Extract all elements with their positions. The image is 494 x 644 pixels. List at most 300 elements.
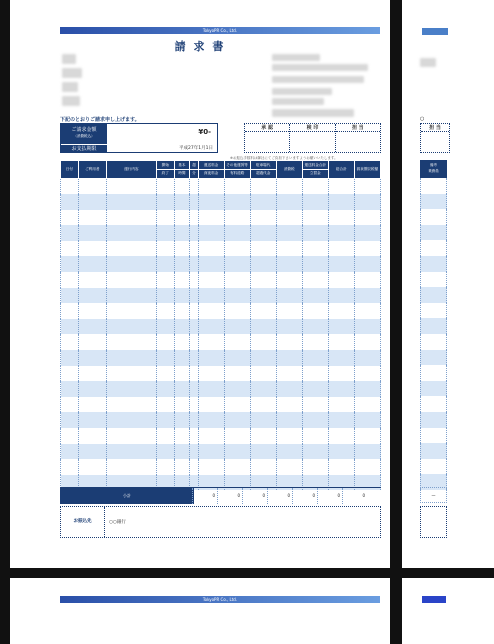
table-cell[interactable] [190, 397, 198, 413]
table-cell[interactable] [198, 225, 224, 241]
table-cell[interactable] [156, 303, 174, 319]
table-cell[interactable] [224, 381, 250, 397]
table-cell[interactable] [198, 256, 224, 272]
table-row[interactable] [420, 209, 447, 225]
table-cell[interactable] [174, 381, 190, 397]
table-cell[interactable] [198, 412, 224, 428]
table-cell[interactable] [61, 350, 79, 366]
table-cell[interactable] [328, 241, 354, 257]
table-cell[interactable] [328, 210, 354, 226]
table-cell[interactable] [156, 241, 174, 257]
table-cell[interactable] [156, 319, 174, 335]
table-cell[interactable] [224, 350, 250, 366]
table-row[interactable] [420, 225, 447, 241]
table-cell[interactable] [276, 397, 302, 413]
table-cell[interactable] [302, 381, 328, 397]
table-cell[interactable] [61, 444, 79, 460]
table-cell[interactable] [328, 179, 354, 195]
table-cell[interactable] [198, 350, 224, 366]
table-cell[interactable] [198, 334, 224, 350]
table-cell[interactable] [224, 241, 250, 257]
stamp-cell-staff[interactable] [336, 124, 380, 152]
table-cell[interactable] [106, 225, 156, 241]
table-cell[interactable] [354, 303, 380, 319]
table-cell[interactable] [106, 381, 156, 397]
page2-col-bottom: 乗務員 [428, 169, 439, 173]
table-cell[interactable] [328, 272, 354, 288]
table-cell[interactable] [354, 256, 380, 272]
table-cell[interactable] [276, 272, 302, 288]
table-cell[interactable] [190, 350, 198, 366]
table-cell[interactable] [174, 350, 190, 366]
table-cell[interactable] [354, 288, 380, 304]
table-cell[interactable] [276, 241, 302, 257]
table-cell[interactable] [302, 210, 328, 226]
table-cell[interactable] [198, 366, 224, 382]
table-cell[interactable] [78, 288, 106, 304]
table-cell[interactable] [198, 319, 224, 335]
table-cell[interactable] [224, 194, 250, 210]
table-cell[interactable] [354, 179, 380, 195]
table-cell[interactable] [106, 210, 156, 226]
table-cell[interactable] [190, 225, 198, 241]
table-cell[interactable] [156, 459, 174, 475]
table-cell[interactable] [61, 179, 79, 195]
table-cell[interactable] [302, 397, 328, 413]
table-cell[interactable] [250, 241, 276, 257]
table-cell[interactable] [250, 194, 276, 210]
table-cell[interactable] [106, 194, 156, 210]
table-cell[interactable] [190, 459, 198, 475]
table-cell[interactable] [190, 381, 198, 397]
table-cell[interactable] [174, 334, 190, 350]
table-row[interactable] [420, 428, 447, 444]
subtotal-row [60, 487, 381, 504]
subtotal-value: 0 [192, 488, 217, 504]
column-header-bottom: 分 [192, 171, 196, 175]
table-cell[interactable] [78, 397, 106, 413]
table-cell[interactable] [190, 179, 198, 195]
table-cell[interactable] [354, 241, 380, 257]
table-cell[interactable] [276, 179, 302, 195]
table-row [61, 459, 381, 475]
table-cell[interactable] [224, 444, 250, 460]
table-cell[interactable] [276, 210, 302, 226]
table-cell[interactable] [61, 412, 79, 428]
table-cell[interactable] [106, 334, 156, 350]
table-cell[interactable] [61, 459, 79, 475]
table-row [61, 241, 381, 257]
table-cell[interactable] [190, 210, 198, 226]
table-cell[interactable] [174, 303, 190, 319]
table-cell[interactable] [354, 319, 380, 335]
sender-info-blurred [272, 88, 332, 95]
table-cell[interactable] [190, 256, 198, 272]
table-cell[interactable] [190, 334, 198, 350]
table-row[interactable] [420, 350, 447, 366]
table-cell[interactable] [250, 350, 276, 366]
table-cell[interactable] [354, 412, 380, 428]
table-row[interactable] [420, 240, 447, 256]
table-cell[interactable] [250, 288, 276, 304]
table-cell[interactable] [302, 194, 328, 210]
table-cell[interactable] [78, 350, 106, 366]
table-row[interactable] [420, 178, 447, 194]
table-cell[interactable] [302, 256, 328, 272]
table-cell[interactable] [106, 241, 156, 257]
table-cell[interactable] [224, 366, 250, 382]
table-cell[interactable] [78, 225, 106, 241]
table-cell[interactable] [174, 194, 190, 210]
table-cell[interactable] [106, 412, 156, 428]
table-cell[interactable] [156, 366, 174, 382]
table-row [61, 366, 381, 382]
table-cell[interactable] [61, 241, 79, 257]
table-cell[interactable] [354, 381, 380, 397]
table-cell[interactable] [276, 225, 302, 241]
column-header [302, 161, 328, 179]
table-cell[interactable] [328, 381, 354, 397]
table-cell[interactable] [198, 179, 224, 195]
table-cell[interactable] [78, 210, 106, 226]
table-cell[interactable] [302, 303, 328, 319]
table-cell[interactable] [250, 210, 276, 226]
table-cell[interactable] [328, 350, 354, 366]
table-cell[interactable] [198, 444, 224, 460]
table-cell[interactable] [276, 381, 302, 397]
table-cell[interactable] [250, 256, 276, 272]
table-cell[interactable] [354, 210, 380, 226]
table-cell[interactable] [302, 272, 328, 288]
table-cell[interactable] [174, 397, 190, 413]
table-row [61, 210, 381, 226]
table-cell[interactable] [354, 428, 380, 444]
table-row[interactable] [420, 443, 447, 459]
table-cell[interactable] [61, 210, 79, 226]
table-cell[interactable] [250, 225, 276, 241]
table-cell[interactable] [276, 412, 302, 428]
stamp-cell-approval[interactable] [245, 124, 290, 152]
table-cell[interactable] [302, 319, 328, 335]
table-cell[interactable] [250, 319, 276, 335]
table-cell[interactable] [328, 225, 354, 241]
table-cell[interactable] [106, 350, 156, 366]
table-cell[interactable] [250, 272, 276, 288]
table-cell[interactable] [276, 319, 302, 335]
table-cell[interactable] [106, 397, 156, 413]
table-cell[interactable] [106, 428, 156, 444]
table-cell[interactable] [61, 397, 79, 413]
table-cell[interactable] [198, 397, 224, 413]
table-cell[interactable] [328, 303, 354, 319]
table-cell[interactable] [224, 210, 250, 226]
table-cell[interactable] [302, 179, 328, 195]
subtotal-value: 0 [242, 488, 267, 504]
table-cell[interactable] [106, 288, 156, 304]
table-cell[interactable] [302, 428, 328, 444]
table-cell[interactable] [224, 179, 250, 195]
table-row[interactable] [420, 365, 447, 381]
table-cell[interactable] [224, 225, 250, 241]
table-cell[interactable] [190, 241, 198, 257]
table-cell[interactable] [190, 444, 198, 460]
table-cell[interactable] [198, 428, 224, 444]
table-cell[interactable] [224, 288, 250, 304]
recipient-info-blurred [62, 68, 82, 78]
table-cell[interactable] [354, 334, 380, 350]
table-cell[interactable] [190, 366, 198, 382]
column-header [156, 161, 174, 179]
table-cell[interactable] [224, 256, 250, 272]
table-row[interactable] [420, 459, 447, 475]
table-row[interactable] [420, 303, 447, 319]
table-cell[interactable] [78, 179, 106, 195]
table-row [61, 256, 381, 272]
column-header [78, 161, 106, 179]
table-cell[interactable] [250, 459, 276, 475]
table-cell[interactable] [354, 272, 380, 288]
table-cell[interactable] [156, 288, 174, 304]
table-cell[interactable] [328, 412, 354, 428]
table-cell[interactable] [276, 459, 302, 475]
table-cell[interactable] [78, 319, 106, 335]
table-cell[interactable] [276, 303, 302, 319]
table-cell[interactable] [302, 444, 328, 460]
table-cell[interactable] [106, 272, 156, 288]
table-cell[interactable] [190, 288, 198, 304]
table-cell[interactable] [276, 428, 302, 444]
table-cell[interactable] [78, 303, 106, 319]
table-cell[interactable] [61, 288, 79, 304]
table-cell[interactable] [78, 241, 106, 257]
table-cell[interactable] [250, 366, 276, 382]
table-row[interactable] [420, 334, 447, 350]
table-cell[interactable] [174, 225, 190, 241]
table-cell[interactable] [224, 272, 250, 288]
table-cell[interactable] [174, 179, 190, 195]
table-cell[interactable] [78, 272, 106, 288]
table-cell[interactable] [328, 334, 354, 350]
table-cell[interactable] [276, 444, 302, 460]
table-cell[interactable] [156, 397, 174, 413]
amount-value[interactable]: ¥0- [198, 128, 211, 136]
table-cell[interactable] [174, 428, 190, 444]
table-cell[interactable] [276, 366, 302, 382]
table-cell[interactable] [174, 459, 190, 475]
table-cell[interactable] [174, 444, 190, 460]
table-row[interactable] [420, 194, 447, 210]
table-row [61, 319, 381, 335]
table-cell[interactable] [224, 397, 250, 413]
table-row[interactable] [420, 272, 447, 288]
table-cell[interactable] [354, 444, 380, 460]
table-cell[interactable] [78, 444, 106, 460]
table-cell[interactable] [328, 366, 354, 382]
table-cell[interactable] [328, 459, 354, 475]
table-row[interactable] [420, 412, 447, 428]
table-cell[interactable] [156, 179, 174, 195]
table-cell[interactable] [78, 366, 106, 382]
table-cell[interactable] [174, 319, 190, 335]
column-header-top: ご利用者 [85, 167, 100, 171]
table-cell[interactable] [190, 303, 198, 319]
table-cell[interactable] [61, 334, 79, 350]
table-cell[interactable] [250, 303, 276, 319]
table-cell[interactable] [328, 288, 354, 304]
table-cell[interactable] [174, 412, 190, 428]
table-cell[interactable] [276, 194, 302, 210]
amount-label [61, 124, 107, 144]
column-header-top: 駐車場代 [255, 163, 271, 167]
table-cell[interactable] [78, 428, 106, 444]
table-cell[interactable] [250, 412, 276, 428]
table-cell[interactable] [224, 459, 250, 475]
table-cell[interactable] [328, 319, 354, 335]
table-cell[interactable] [250, 381, 276, 397]
table-cell[interactable] [224, 428, 250, 444]
table-cell[interactable] [156, 272, 174, 288]
table-cell[interactable] [302, 225, 328, 241]
table-cell[interactable] [174, 256, 190, 272]
table-cell[interactable] [106, 303, 156, 319]
table-cell[interactable] [156, 194, 174, 210]
table-cell[interactable] [156, 412, 174, 428]
table-cell[interactable] [276, 334, 302, 350]
table-cell[interactable] [106, 319, 156, 335]
table-cell[interactable] [198, 288, 224, 304]
table-cell[interactable] [276, 256, 302, 272]
table-cell[interactable] [174, 288, 190, 304]
page2-stamp-box[interactable] [420, 123, 450, 153]
table-cell[interactable] [61, 381, 79, 397]
table-cell[interactable] [224, 334, 250, 350]
table-cell[interactable] [156, 256, 174, 272]
table-cell[interactable] [78, 334, 106, 350]
table-cell[interactable] [156, 210, 174, 226]
table-cell[interactable] [106, 459, 156, 475]
table-cell[interactable] [174, 272, 190, 288]
table-cell[interactable] [61, 272, 79, 288]
table-cell[interactable] [354, 366, 380, 382]
table-cell[interactable] [224, 412, 250, 428]
table-cell[interactable] [61, 194, 79, 210]
table-cell[interactable] [78, 194, 106, 210]
table-cell[interactable] [198, 272, 224, 288]
table-cell[interactable] [328, 397, 354, 413]
stamp-cell-inspection[interactable] [290, 124, 335, 152]
table-cell[interactable] [198, 210, 224, 226]
table-cell[interactable] [190, 428, 198, 444]
table-cell[interactable] [156, 334, 174, 350]
table-cell[interactable] [190, 319, 198, 335]
table-cell[interactable] [328, 256, 354, 272]
table-cell[interactable] [250, 179, 276, 195]
table-cell[interactable] [250, 397, 276, 413]
table-cell[interactable] [302, 350, 328, 366]
table-cell[interactable] [302, 459, 328, 475]
table-cell[interactable] [198, 459, 224, 475]
table-cell[interactable] [198, 194, 224, 210]
table-cell[interactable] [224, 319, 250, 335]
table-cell[interactable] [156, 444, 174, 460]
table-row[interactable] [420, 396, 447, 412]
table-cell[interactable] [198, 381, 224, 397]
table-cell[interactable] [156, 381, 174, 397]
table-cell[interactable] [174, 210, 190, 226]
table-cell[interactable] [61, 319, 79, 335]
table-cell[interactable] [354, 397, 380, 413]
table-cell[interactable] [354, 350, 380, 366]
table-cell[interactable] [302, 366, 328, 382]
table-cell[interactable] [302, 241, 328, 257]
table-cell[interactable] [276, 350, 302, 366]
table-cell[interactable] [106, 256, 156, 272]
table-cell[interactable] [156, 428, 174, 444]
stamp-head: 担 当 [421, 124, 449, 132]
column-header [354, 161, 380, 179]
table-cell[interactable] [190, 272, 198, 288]
sender-info-blurred [272, 76, 364, 83]
table-cell[interactable] [328, 444, 354, 460]
table-cell[interactable] [354, 225, 380, 241]
table-row[interactable] [420, 256, 447, 272]
table-cell[interactable] [156, 350, 174, 366]
table-cell[interactable] [106, 444, 156, 460]
table-cell[interactable] [78, 412, 106, 428]
table-cell[interactable] [190, 412, 198, 428]
amount-label-text: ご請求金額 [71, 127, 97, 133]
table-cell[interactable] [302, 334, 328, 350]
transfer-fee-note: ※お振込手数料は御社にてご負担下さいますようお願いいたします。 [230, 156, 338, 160]
table-cell[interactable] [354, 194, 380, 210]
table-cell[interactable] [61, 256, 79, 272]
table-row[interactable] [420, 318, 447, 334]
table-cell[interactable] [250, 444, 276, 460]
table-cell[interactable] [106, 366, 156, 382]
table-cell[interactable] [354, 459, 380, 475]
table-cell[interactable] [78, 459, 106, 475]
table-cell[interactable] [174, 241, 190, 257]
table-cell[interactable] [61, 366, 79, 382]
table-cell[interactable] [328, 194, 354, 210]
table-cell[interactable] [78, 381, 106, 397]
bank-value[interactable]: ○○銀行 [109, 520, 126, 525]
table-cell[interactable] [61, 225, 79, 241]
subtotal-value: 0 [217, 488, 242, 504]
table-cell[interactable] [198, 303, 224, 319]
table-row [61, 303, 381, 319]
table-cell[interactable] [250, 334, 276, 350]
table-cell[interactable] [224, 303, 250, 319]
table-cell[interactable] [302, 288, 328, 304]
table-cell[interactable] [156, 225, 174, 241]
table-cell[interactable] [198, 241, 224, 257]
table-cell[interactable] [174, 366, 190, 382]
due-value[interactable]: 平成27年1月1日 [179, 146, 213, 151]
table-row[interactable] [420, 287, 447, 303]
table-cell[interactable] [61, 428, 79, 444]
table-cell[interactable] [328, 428, 354, 444]
table-row[interactable] [420, 381, 447, 397]
table-cell[interactable] [78, 256, 106, 272]
table-cell[interactable] [61, 303, 79, 319]
table-cell[interactable] [250, 428, 276, 444]
table-cell[interactable] [190, 194, 198, 210]
table-cell[interactable] [302, 412, 328, 428]
invoice-page-4 [402, 578, 494, 644]
table-cell[interactable] [276, 288, 302, 304]
table-cell[interactable] [106, 179, 156, 195]
